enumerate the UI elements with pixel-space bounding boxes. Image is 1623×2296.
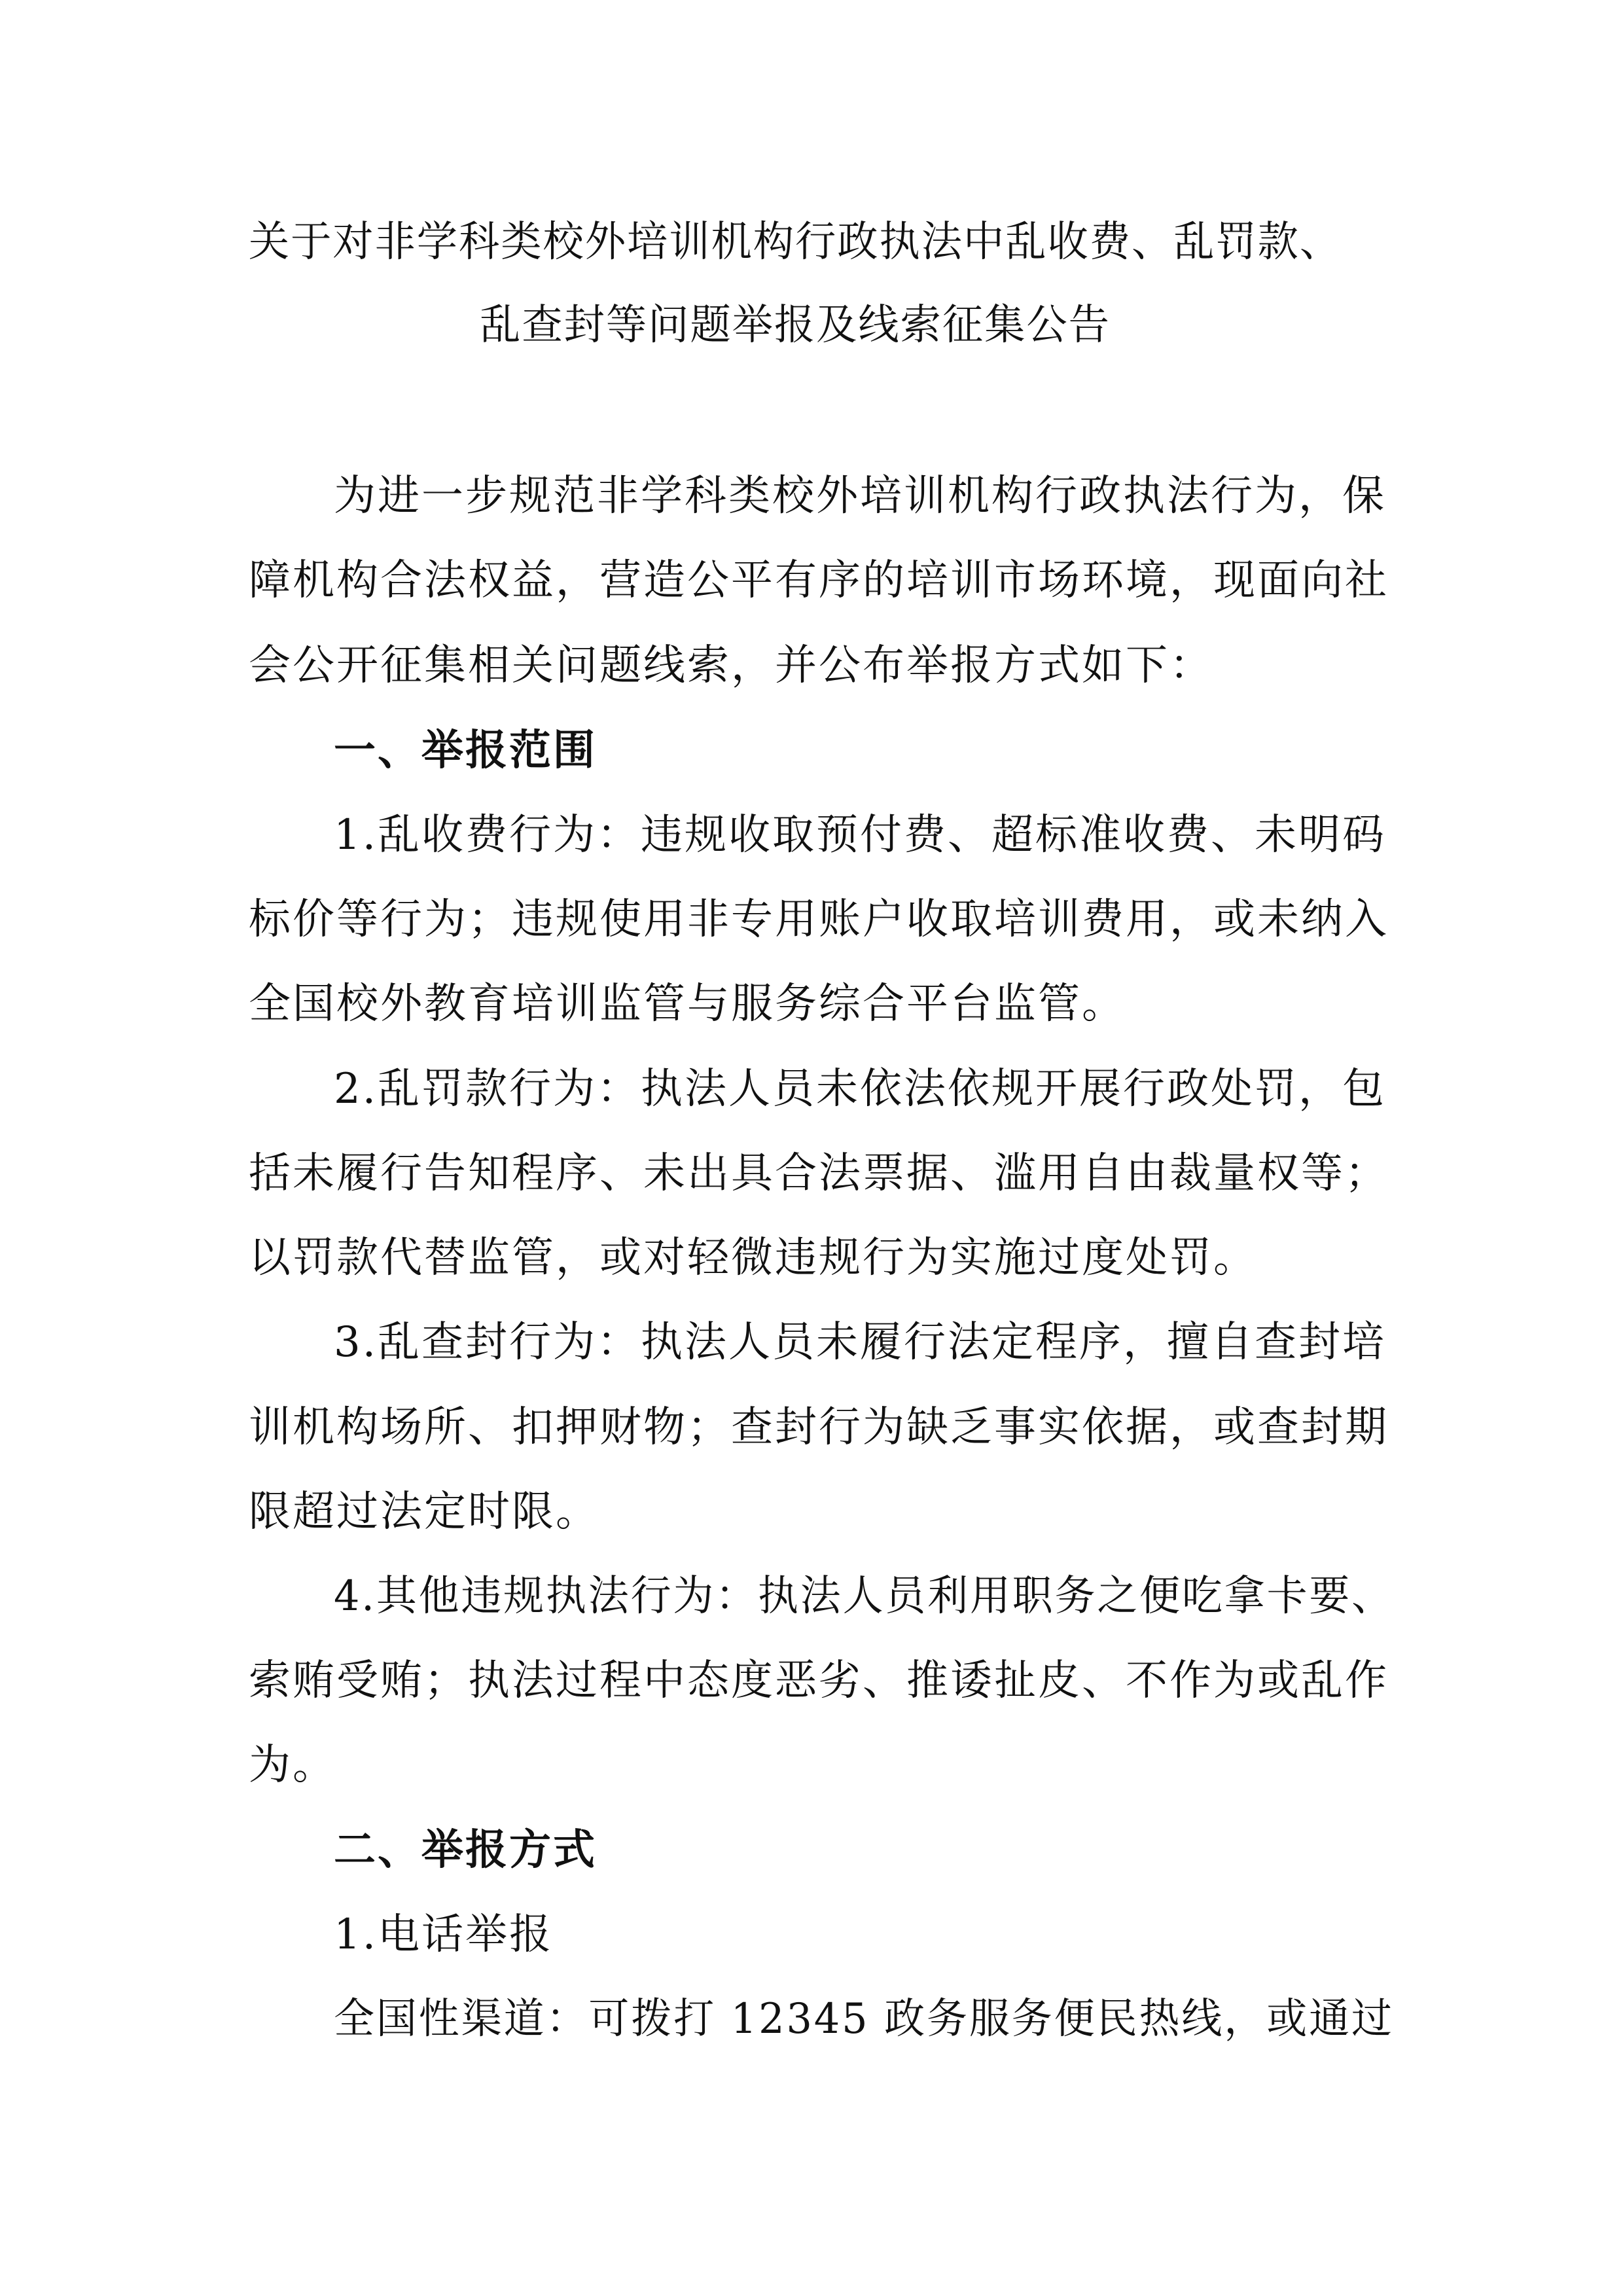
scope-item-4-line: 索贿受贿；执法过程中态度恶劣、推诿扯皮、不作为或乱作 [249, 1657, 1389, 1705]
section-heading-report-scope: 一、举报范围 [334, 726, 597, 775]
scope-item-4-line: 4.其他违规执法行为：执法人员利用职务之便吃拿卡要、 [334, 1572, 1394, 1621]
method-national-channel-line: 全国性渠道：可拨打 12345 政务服务便民热线，或通过 [334, 1995, 1394, 2043]
scope-item-3-line: 3.乱查封行为：执法人员未履行法定程序，擅自查封培 [334, 1318, 1387, 1367]
intro-paragraph-line: 会公开征集相关问题线索，并公布举报方式如下： [249, 641, 1213, 690]
document-title-line-1: 关于对非学科类校外培训机构行政执法中乱收费、乱罚款、 [248, 218, 1342, 266]
scope-item-3-line: 训机构场所、扣押财物；查封行为缺乏事实依据，或查封期 [249, 1403, 1389, 1452]
scope-item-3-line: 限超过法定时限。 [249, 1488, 599, 1536]
intro-paragraph-line: 为进一步规范非学科类校外培训机构行政执法行为，保 [334, 472, 1386, 520]
scope-item-1-line: 全国校外教育培训监管与服务综合平台监管。 [249, 980, 1126, 1028]
method-phone-subheading: 1.电话举报 [334, 1910, 554, 1959]
scope-item-1-line: 1.乱收费行为：违规收取预付费、超标准收费、未明码 [334, 811, 1387, 859]
scope-item-4-line: 为。 [249, 1741, 336, 1789]
intro-paragraph-line: 障机构合法权益，营造公平有序的培训市场环境，现面向社 [249, 556, 1389, 605]
scope-item-1-line: 标价等行为；违规使用非专用账户收取培训费用，或未纳入 [249, 895, 1389, 944]
document-title-line-2: 乱查封等问题举报及线索征集公告 [480, 301, 1111, 350]
scope-item-2-line: 2.乱罚款行为：执法人员未依法依规开展行政处罚，包 [334, 1065, 1387, 1113]
scope-item-2-line: 以罚款代替监管，或对轻微违规行为实施过度处罚。 [249, 1234, 1257, 1282]
scope-item-2-line: 括未履行告知程序、未出具合法票据、滥用自由裁量权等； [249, 1149, 1389, 1198]
section-heading-report-methods: 二、举报方式 [334, 1826, 597, 1874]
